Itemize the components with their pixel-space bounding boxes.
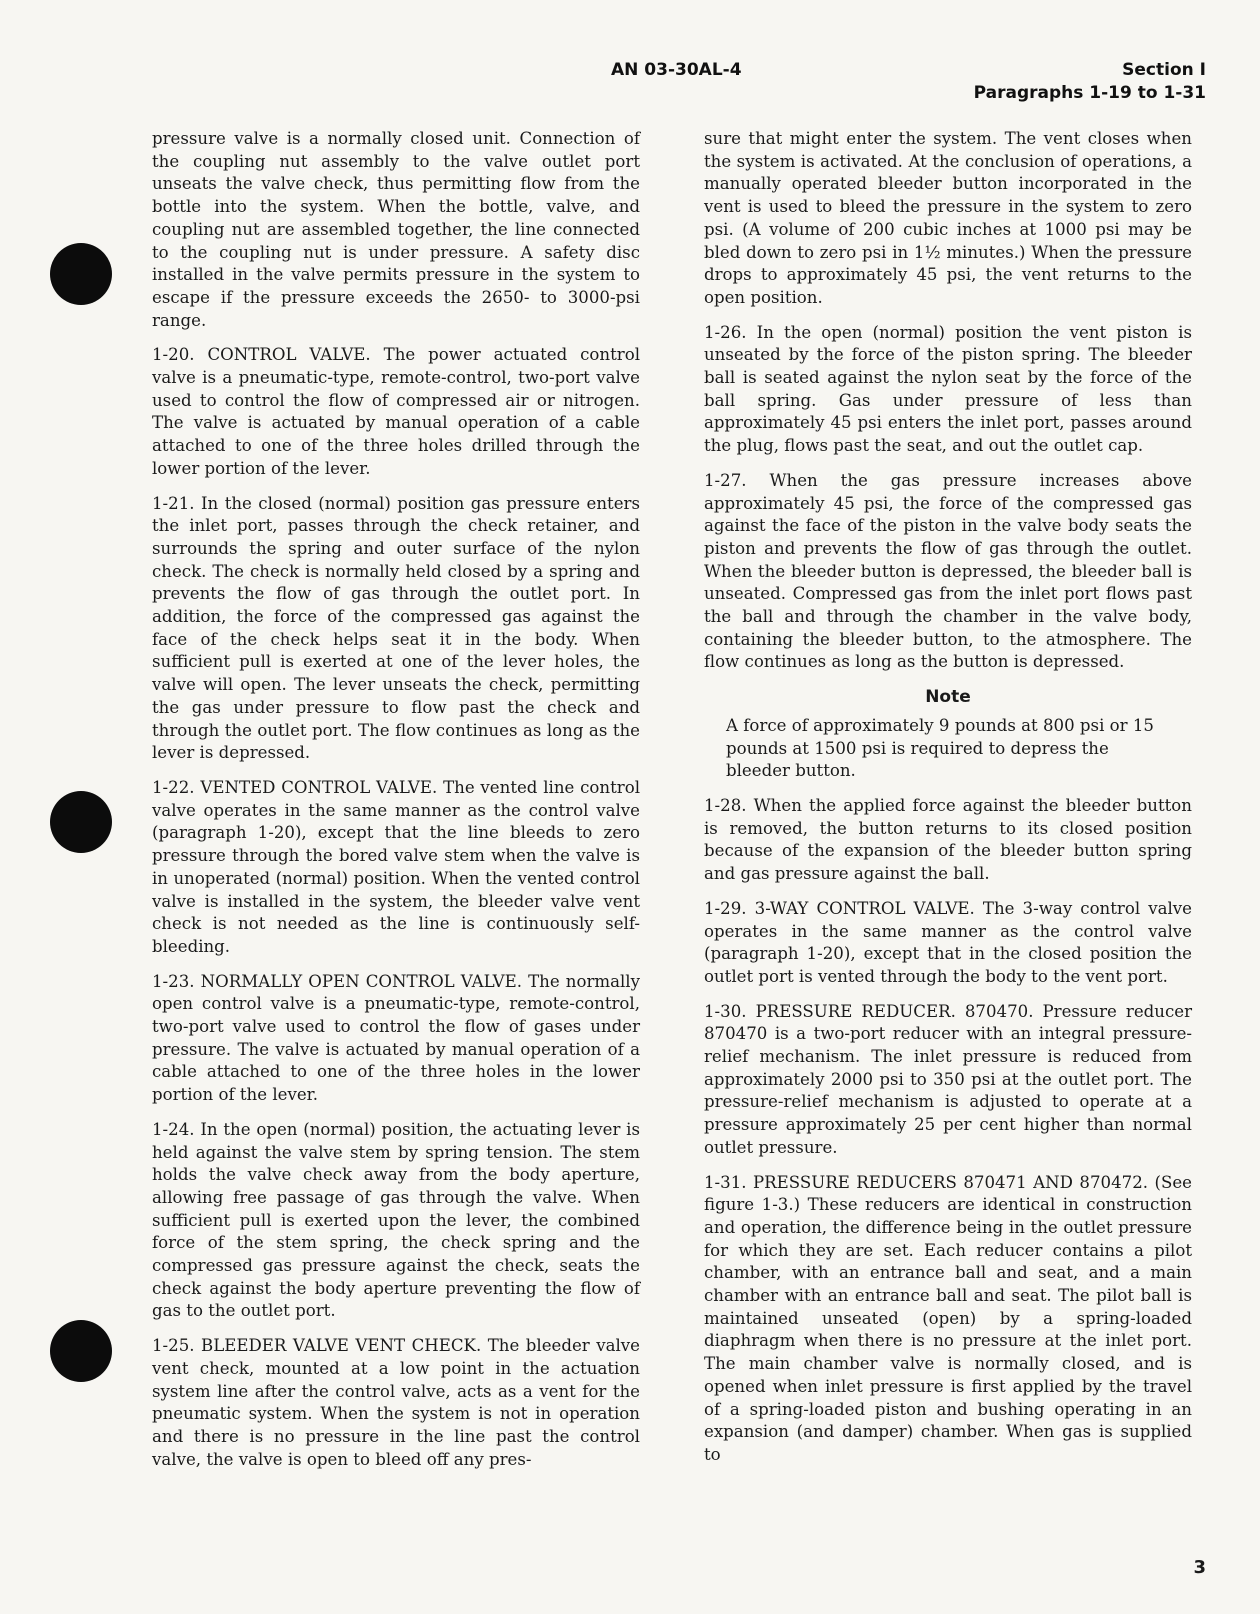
right-column bbox=[704, 128, 1192, 1479]
doc-number: AN 03-30AL-4 bbox=[611, 60, 742, 80]
paragraph-range: Paragraphs 1-19 to 1-31 bbox=[973, 83, 1206, 103]
paragraph-1-22: 1-22. VENTED CONTROL VALVE. The vented line control valve operates in the same manner as the control valve (paragraph 1-20), except that the line bleeds to zero pressure through the bored valve stem when the valve is in unoperated (normal) position. When the vented control valve is installed in the system, the bleeder valve vent check is not needed as the line is continuously self-bleeding. bbox=[152, 777, 640, 956]
paragraph-1-29: 1-29. 3-WAY CONTROL VALVE. The 3-way control valve operates in the same manner as the control valve (paragraph 1-20), except that in the closed position the outlet port is vented through the body to the vent port. bbox=[704, 898, 1192, 986]
note-heading: Note bbox=[925, 687, 971, 708]
section-label: Section I bbox=[1122, 60, 1206, 80]
paragraph-1-21: 1-21. In the closed (normal) position gas pressure enters the inlet port, passes through the check retainer, and surrounds the spring and outer surface of the nylon check. The check is normally held closed by a spring and prevents the flow of gas through the outlet port. In addition, the force of the compressed gas against the face of the check helps seat it in the body. When sufficient pull is exerted at one of the lever holes, the valve will open. The lever unseats the check, permitting the gas under pressure to flow past the check and through the outlet port. The flow continues as long as the lever is depressed. bbox=[152, 493, 640, 763]
paragraph-1-20: 1-20. CONTROL VALVE. The power actuated control valve is a pneumatic-type, remote-control, two-port valve used to control the flow of compressed air or nitrogen. The valve is actuated by manual operation of a cable attached to one of the three holes drilled through the lower portion of the lever. bbox=[152, 345, 640, 478]
paragraph-1-24: 1-24. In the open (normal) position, the actuating lever is held against the valve stem by spring tension. The stem holds the valve check away from the body aperture, allowing free passage of gas through the valve. When sufficient pull is exerted upon the lever, the combined force of the stem spring, the check spring and the compressed gas pressure against the check, seats the check against the body aperture preventing the flow of gas to the outlet port. bbox=[152, 1119, 640, 1321]
binder-hole-top bbox=[50, 243, 112, 305]
paragraph-1-25: 1-25. BLEEDER VALVE VENT CHECK. The bleeder valve vent check, mounted at a low point in the actuation system line after the control valve, acts as a vent for the pneumatic system. When the system is not in operation and there is no pressure in the line past the control valve, the valve is open to bleed off any pres- bbox=[152, 1336, 640, 1469]
left-column bbox=[152, 128, 640, 1483]
paragraph-1-31: 1-31. PRESSURE REDUCERS 870471 AND 870472. (See figure 1-3.) These reducers are identical in construction and operation, the difference being in the outlet pressure for which they are set. Each reducer contains a pilot chamber, with an entrance ball and seat, and a main chamber with an entrance ball and seat. The pilot ball is maintained unseated (open) by a spring-loaded diaphragm when there is no pressure at the inlet port. The main chamber valve is normally closed, and is opened when inlet pressure is first applied by the travel of a spring-loaded piston and bushing operating in an expansion (and damper) chamber. When gas is supplied to bbox=[704, 1172, 1192, 1464]
binder-hole-bottom bbox=[50, 1320, 112, 1382]
paragraph-1-19-cont: pressure valve is a normally closed unit. Connection of the coupling nut assembly to the valve outlet port unseats the valve check, thus permitting flow from the bottle into the system. When the bottle, valve, and coupling nut are assembled together, the line connected to the coupling nut is under pressure. A safety disc installed in the valve permits pressure in the system to escape if the pressure exceeds the 2650- to 3000-psi range. bbox=[152, 129, 640, 330]
paragraph-1-26: 1-26. In the open (normal) position the vent piston is unseated by the force of the piston spring. The bleeder ball is seated against the nylon seat by the force of the ball spring. Gas under pressure of less than approximately 45 psi enters the inlet port, passes around the plug, flows past the seat, and out the outlet cap. bbox=[704, 322, 1192, 456]
paragraph-1-30: 1-30. PRESSURE REDUCER. 870470. Pressure reducer 870470 is a two-port reducer with an integral pressure-relief mechanism. The inlet pressure is reduced from approximately 2000 psi to 350 psi at the outlet port. The pressure-relief mechanism is adjusted to operate at a pressure approximately 25 per cent higher than normal outlet pressure. bbox=[704, 1001, 1192, 1157]
note-body: A force of approximately 9 pounds at 800 psi or 15 pounds at 1500 psi is required to depress the bleeder button. bbox=[726, 715, 1154, 781]
paragraph-1-23: 1-23. NORMALLY OPEN CONTROL VALVE. The normally open control valve is a pneumatic-type, remote-control, two-port valve used to control the flow of gases under pressure. The valve is actuated by manual operation of a cable attached to one of the three holes in the lower portion of the lever. bbox=[152, 971, 640, 1105]
page-number: 3 bbox=[1193, 1557, 1206, 1578]
paragraph-1-25-cont: sure that might enter the system. The vent closes when the system is activated. At the conclusion of operations, a manually operated bleeder button incorporated in the vent is used to bleed the pressure in the system to zero psi. (A volume of 200 cubic inches at 1000 psi may be bled down to zero psi in 1½ minutes.) When the pressure drops to approximately 45 psi, the vent returns to the open position. bbox=[704, 129, 1192, 307]
paragraph-1-27: 1-27. When the gas pressure increases above approximately 45 psi, the force of the compressed gas against the face of the piston in the valve body seats the piston and prevents the flow of gas through the outlet. When the bleeder button is depressed, the bleeder ball is unseated. Compressed gas from the inlet port flows past the ball and through the chamber in the valve body, containing the bleeder button, to the atmosphere. The flow continues as long as the button is depressed. bbox=[704, 470, 1192, 672]
binder-hole-middle bbox=[50, 791, 112, 853]
paragraph-1-28: 1-28. When the applied force against the bleeder button is removed, the button returns to its closed position because of the expansion of the bleeder button spring and gas pressure against the ball. bbox=[704, 795, 1192, 884]
